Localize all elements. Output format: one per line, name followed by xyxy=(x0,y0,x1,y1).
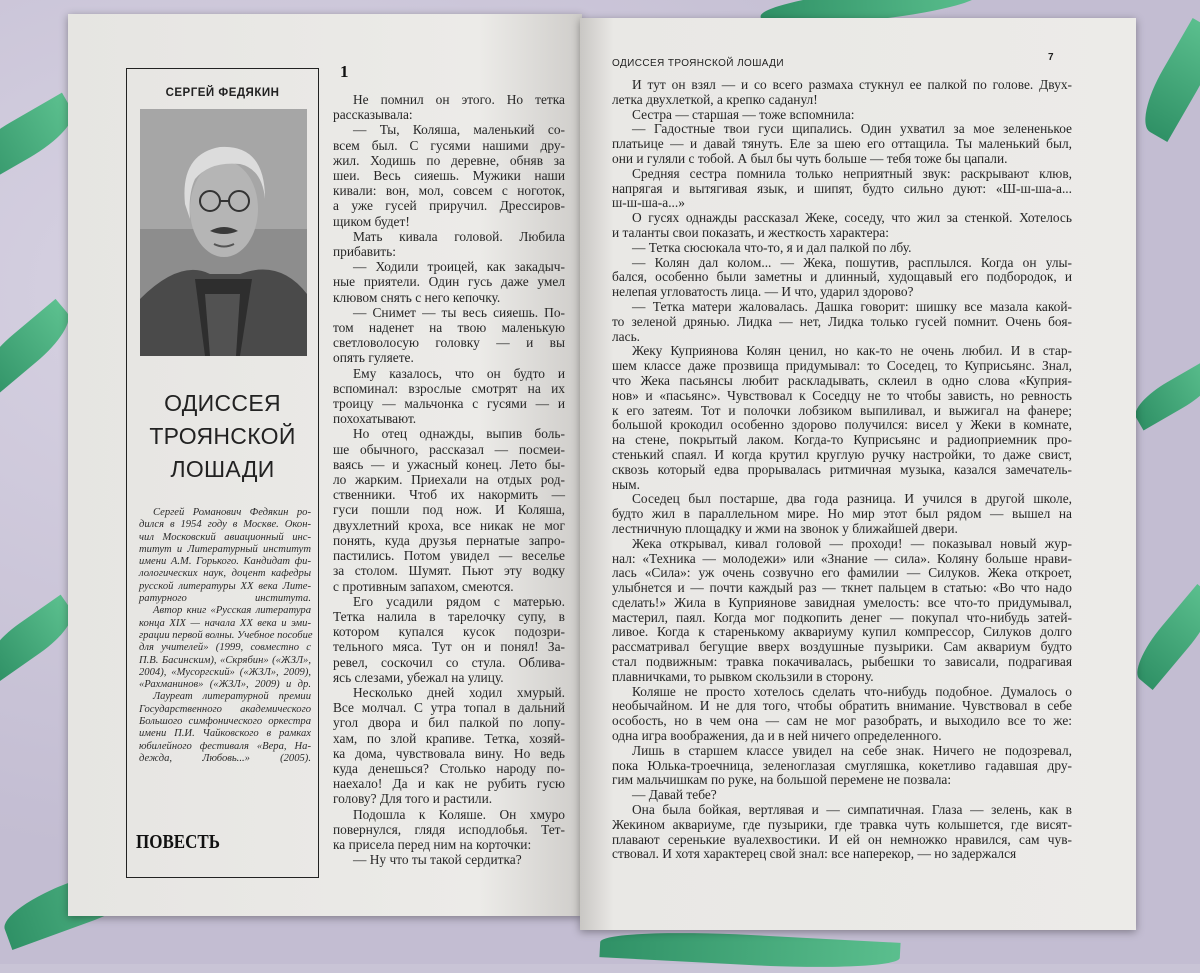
paragraph xyxy=(333,122,565,228)
paragraph xyxy=(612,167,1072,211)
text-line: имени А.М. Горького. Кандидат фи- xyxy=(139,556,311,568)
text-line: «Рахманинов» («ЖЗЛ», 2009) и др. xyxy=(139,679,311,691)
text-line: ше обычного, рассказал — посмеи- xyxy=(333,441,565,457)
text-line: Средняя сестра помнила только неприятный звук: раскрывают клюв, xyxy=(632,165,1072,181)
text-line: понять, куда друзья пернатые запро- xyxy=(333,532,565,548)
text-line: платьице — и давай тянуть. Еле за шею его оттащила. Ты маленький был, xyxy=(612,136,1072,152)
text-line: грации первой волны. Учебное пособие xyxy=(139,629,313,641)
paragraph xyxy=(139,605,311,691)
text-line: чил Московский авиационный инс- xyxy=(139,531,311,543)
leaf-decoration xyxy=(0,299,79,397)
text-line: — Колян дал колом... — Жека, пошутив, расплылся. Когда он улы- xyxy=(632,254,1072,270)
text-line: одна игра воображения, да и в ней ничего определенного. xyxy=(612,728,942,744)
paragraph xyxy=(333,594,565,685)
paragraph xyxy=(612,300,1072,344)
text-line: — Давай тебе? xyxy=(632,787,717,803)
text-line: Соседец был постарше, два года разница. И учился в другой школе, xyxy=(632,491,1072,507)
text-line: юбилейного фестиваля «Вера, На- xyxy=(139,740,311,752)
text-line: всем был. С гусями нашими дру- xyxy=(333,137,565,153)
text-line: бался, особенно были заметны и длинный, худощавый его подбородок, и xyxy=(612,269,1072,285)
text-line: опять гуляете. xyxy=(333,350,414,366)
text-line: конца XIX — начала XX века и эми- xyxy=(139,617,311,629)
text-line: и таланты свои показать, и жесткость характера: xyxy=(612,224,889,240)
text-line: щиком будет! xyxy=(333,213,410,229)
paragraph xyxy=(612,108,1072,123)
text-line: тельного мяса. Тут он и понял! За- xyxy=(333,639,565,655)
paragraph xyxy=(612,256,1072,300)
text-line: для учителей» (1999, совместно с xyxy=(139,642,311,654)
paragraph xyxy=(612,788,1072,803)
text-line: на стене, покрытый лаком. Когда-то Куприсьянс и радиоприемник про- xyxy=(612,432,1072,448)
text-line: улыбнется и — почти каждый раз — ткнет пальцем в статью: «Во что надо xyxy=(612,580,1072,596)
text-line: Жекином аквариуме, где пузырики, где травка чуть колышется, где висят- xyxy=(612,816,1072,832)
paragraph xyxy=(333,259,565,305)
text-line: титут и Литературный институт xyxy=(139,543,311,555)
paragraph xyxy=(333,305,565,366)
paragraph xyxy=(612,211,1072,241)
text-line: ваясь — и ужасный конец. Лето бы- xyxy=(333,456,565,472)
author-bio xyxy=(139,507,311,765)
text-line: шеи. Весь сияешь. Мужики наши xyxy=(333,168,565,184)
text-line: ревел, соскочил со стула. Облива- xyxy=(333,654,565,670)
title-line: ОДИССЕЯ xyxy=(164,390,281,416)
text-line: клювом снять с него кепочку. xyxy=(333,289,501,305)
text-line: рассматривал бегущие вверх воздушные пузырики. Сам аквариум будто xyxy=(612,639,1072,655)
text-line: двухлетний кроха, все никак не мог xyxy=(333,517,565,533)
text-line: нелепая угловатость лица. — И что, ударил здорово? xyxy=(612,284,914,300)
paragraph xyxy=(612,241,1072,256)
paragraph xyxy=(612,344,1072,492)
paragraph xyxy=(612,492,1072,536)
text-line: будто жил в параллельном мире. Но мир этот был рядом — вышел на xyxy=(612,506,1072,522)
text-line: И тут он взял — и со всего размаха стукнул ее палкой по голове. Двух- xyxy=(632,77,1072,92)
text-line: Большого симфонического оркестра xyxy=(139,716,311,728)
text-line: Лишь в старшем классе увидел на себе знак. Ничего не подозревал, xyxy=(632,742,1072,758)
text-line: — Тетка матери жаловалась. Дашка говорит: шишку все мазала какой- xyxy=(632,298,1072,314)
text-line: ливое. Когда к старенькому аквариуму купил компрессор, Силуков долго xyxy=(612,624,1072,640)
text-line: куда денешься? Столько народу по- xyxy=(333,760,565,776)
text-line: — Ну что ты такой сердитка? xyxy=(353,852,522,868)
text-line: Автор книг «Русская литература xyxy=(153,605,311,617)
text-line: Мать кивала головой. Любила xyxy=(353,228,565,244)
text-line: О гусях однажды рассказал Жеке, соседу, что жил за стенкой. Хотелось xyxy=(632,210,1072,226)
text-line: лологических наук, доцент кафедры xyxy=(139,568,311,580)
text-line: необычайном. И не для того, чтобы обратить внимание. Чувствовал в себе xyxy=(612,698,1072,714)
text-line: Сестра — старшая — тоже вспомнила: xyxy=(632,106,855,122)
text-line: гим мальчишкам по руке, на большой перемене не позвала: xyxy=(612,772,952,788)
text-line: — Тетка сюсюкала что-то, я и дал палкой по лбу. xyxy=(632,239,912,255)
paragraph xyxy=(612,537,1072,685)
text-line: Жека открывал, кивал головой — проходи! — показывал новый жур- xyxy=(632,535,1072,551)
leaf-decoration xyxy=(1127,584,1200,690)
paragraph xyxy=(333,366,565,427)
page-number: 7 xyxy=(1048,52,1054,63)
text-line: троицу — мальчонка с гусями — и xyxy=(333,396,565,412)
text-line: Она была бойкая, вертлявая и — симпатичная. Глаза — зелень, как в xyxy=(632,802,1072,818)
paragraph xyxy=(612,803,1072,862)
text-line: повернулся, глядя исподлобья. Тет- xyxy=(333,821,565,837)
right-text-column xyxy=(612,78,1072,862)
text-line: Ему казалось, что он будто и xyxy=(353,365,565,381)
text-line: дился в 1954 году в Москве. Окон- xyxy=(139,519,311,531)
text-line: Несколько дней ходил хмурый. xyxy=(353,684,565,700)
leaf-decoration xyxy=(599,927,900,973)
text-line: — Снимет — ты весь сияешь. По- xyxy=(353,304,565,320)
text-line: напрягая и вытягивая язык, и шипят, будто сильно дуют: «Ш-ш-ша-а... xyxy=(612,180,1072,196)
main-text-column xyxy=(333,92,565,867)
text-line: ные приятели. Один гусь даже умел xyxy=(333,274,565,290)
text-line: кивали: вон, мол, совсем с ноготок, xyxy=(333,183,565,199)
text-line: шем классе даже прозвища придумывал: то Соседец, то Куприсьянс. Знал, xyxy=(612,358,1072,374)
text-line: к его затеям. Тот и полочки лобзиком выпиливал, и выжигал на фанере; xyxy=(612,402,1072,418)
text-line: ло жарким. Приехали на отдых род- xyxy=(333,472,565,488)
text-line: ным. xyxy=(612,476,640,492)
text-line: Коляше не просто хотелось сделать что-нибудь подобное. Думалось о xyxy=(632,683,1072,699)
text-line: Все молчал. С утра топал в дальний xyxy=(333,700,565,716)
text-line: большой крокодил особенно здорово получился: висел у Жеки в комнате, xyxy=(612,417,1072,433)
text-line: П.В. Басинским), «Скрябин» («ЖЗЛ», xyxy=(139,654,311,666)
text-line: — Ты, Коляша, маленький со- xyxy=(353,122,565,138)
text-line: имени П.И. Чайковского в рамках xyxy=(139,728,311,740)
book-title xyxy=(127,387,318,486)
paragraph xyxy=(333,426,565,593)
paragraph xyxy=(333,229,565,259)
text-line: ственники. Чтоб их накормить — xyxy=(333,487,565,503)
text-line: Сергей Романович Федякин ро- xyxy=(153,507,311,518)
text-line: прибавить: xyxy=(333,244,396,260)
text-line: Лауреат литературной премии xyxy=(153,691,311,703)
title-line: ТРОЯНСКОЙ xyxy=(149,423,296,449)
text-line: мастерил, паял. Когда мог подкопить денег — покупал что-нибудь затей- xyxy=(612,609,1072,625)
text-line: летка двухлеткой, а крепко саданул! xyxy=(612,91,818,107)
text-line: стал подвижным: травка покачивалась, рыбешки то зависали, подрагивая xyxy=(612,654,1072,670)
text-line: Государственного академического xyxy=(139,703,311,715)
text-line: Подошла к Коляше. Он хмуро xyxy=(353,806,565,822)
text-line: светловолосую головку — и вы xyxy=(333,335,565,351)
paragraph xyxy=(612,122,1072,166)
author-name: СЕРГЕЙ ФЕДЯКИН xyxy=(165,87,280,99)
right-page xyxy=(580,18,1136,930)
title-line: ЛОШАДИ xyxy=(170,456,275,482)
chapter-number: 1 xyxy=(340,62,349,81)
text-line: нал: «Техника — молодежи» или «Знание — сила». Коляну больше нрави- xyxy=(612,550,1072,566)
text-line: ка присела перед ним на корточки: xyxy=(333,836,532,852)
genre-label: ПОВЕСТЬ xyxy=(136,831,220,853)
paragraph xyxy=(612,685,1072,744)
text-line: сделать!» Жила в Куприянове завидная умелость: все что-то придумывал, xyxy=(612,594,1072,610)
text-line: голову? Для того и растили. xyxy=(333,791,493,807)
text-line: дежда, Любовь...» (2005). xyxy=(139,752,311,764)
text-line: — Гадостные твои гуси щипались. Один ухватил за мое зелененькое xyxy=(632,121,1072,137)
text-line: плавают серенькие вуалехвостики. И ей он немножко нравился, сам чув- xyxy=(612,831,1072,847)
text-line: рассказывала: xyxy=(333,107,413,123)
left-page xyxy=(68,14,582,916)
text-line: ясь слезами, убежал на улицу. xyxy=(333,669,504,685)
text-line: за столом. Шумят. Пьют эту водку xyxy=(333,563,565,579)
text-line: сквозь который едва прорывалась ритмичная музыка, казался замечатель- xyxy=(612,461,1072,477)
text-line: наехало! Да и как не рубить гусю xyxy=(333,776,565,792)
text-line: ш-ш-ша-а...» xyxy=(612,195,685,211)
text-line: лась «Сила»: уж очень созвучно его фамилии — Силуков. Жека откроет, xyxy=(612,565,1072,581)
text-line: том наденет на твою маленькую xyxy=(333,320,565,336)
paragraph xyxy=(139,507,311,605)
text-line: лестничную площадку и жми на звонок у ближайшей двери. xyxy=(612,520,958,536)
text-line: угол двора и бил палкой по лопу- xyxy=(333,715,565,731)
text-line: плавничками, то рывком скользили в сторону. xyxy=(612,668,874,684)
text-line: Его усадили рядом с матерью. xyxy=(353,593,565,609)
text-line: а уже гусей приручил. Дрессиров- xyxy=(333,198,565,214)
text-line: Жеку Куприянова Колян ценил, но как-то не очень любил. И в стар- xyxy=(632,343,1072,359)
text-line: Тетка налила в тарелочку супу, в xyxy=(333,608,565,624)
text-line: жил. Ходишь по деревне, обняв за xyxy=(333,152,565,168)
text-line: особость, но в чем она — сам не мог разобрать, и выходило все то же: xyxy=(612,713,1072,729)
text-line: ратурного института. xyxy=(139,593,311,605)
leaf-decoration xyxy=(1129,360,1200,431)
text-line: вспоминал: взрослые смотрят на их xyxy=(333,380,565,396)
text-line: — Ходили троицей, как закадыч- xyxy=(353,259,565,275)
text-line: они и гуляли с тобой. А был бы чуть больше — тебя тоже бы цапали. xyxy=(612,150,1008,166)
text-line: нов» и «пасьянс». Чувствовал к Соседцу не то чтобы зависть, но ревность xyxy=(612,387,1072,403)
text-line: ка дома, чувствовала вину. Но ведь xyxy=(333,745,565,761)
paragraph xyxy=(139,691,311,765)
text-line: котором купался кусок подозри- xyxy=(333,624,565,640)
text-line: гуси пошли под нож. И Коляша, xyxy=(333,502,565,518)
text-line: стенький спаял. И когда крутил круглую ручку настройки, то даже свист, xyxy=(612,446,1072,462)
paragraph xyxy=(612,78,1072,108)
text-line: русской литературы XX века Лите- xyxy=(139,580,311,592)
text-line: Но отец однажды, выпив боль- xyxy=(353,426,565,442)
text-line: 2004), «Мусоргский» («ЖЗЛ», 2009), xyxy=(139,666,311,678)
text-line: ствовал. И хотя характерец свой знал: все наперекор, — но задержался xyxy=(612,846,1017,862)
text-line: Не помнил он этого. Но тетка xyxy=(353,92,565,107)
text-line: пастились. Потом увидел — веселье xyxy=(333,548,565,564)
paragraph xyxy=(333,852,565,867)
text-line: что Жека пасьянсы любит раскладывать, склеил в одно слова «Куприя- xyxy=(612,372,1072,388)
text-line: то зеленой дрянью. Лидка — нет, Лидка только гусей помнит. Очень боя- xyxy=(612,313,1072,329)
text-line: хам, по злой крапиве. Тетка, хозяй- xyxy=(333,730,565,746)
text-line: лась. xyxy=(612,328,641,344)
paragraph xyxy=(333,92,565,122)
paragraph xyxy=(612,744,1072,788)
text-line: похохатывают. xyxy=(333,411,417,427)
text-line: пока Юлька-троечница, зеленоглазая смугляшка, кокетливо гадавшая дру- xyxy=(612,757,1072,773)
author-photo xyxy=(140,109,307,356)
paragraph xyxy=(333,685,565,807)
title-sidebar xyxy=(126,68,319,878)
leaf-decoration xyxy=(1133,18,1200,142)
paragraph xyxy=(333,807,565,853)
text-line: с противным запахом, смеются. xyxy=(333,578,514,594)
running-head: ОДИССЕЯ ТРОЯНСКОЙ ЛОШАДИ xyxy=(612,58,784,69)
